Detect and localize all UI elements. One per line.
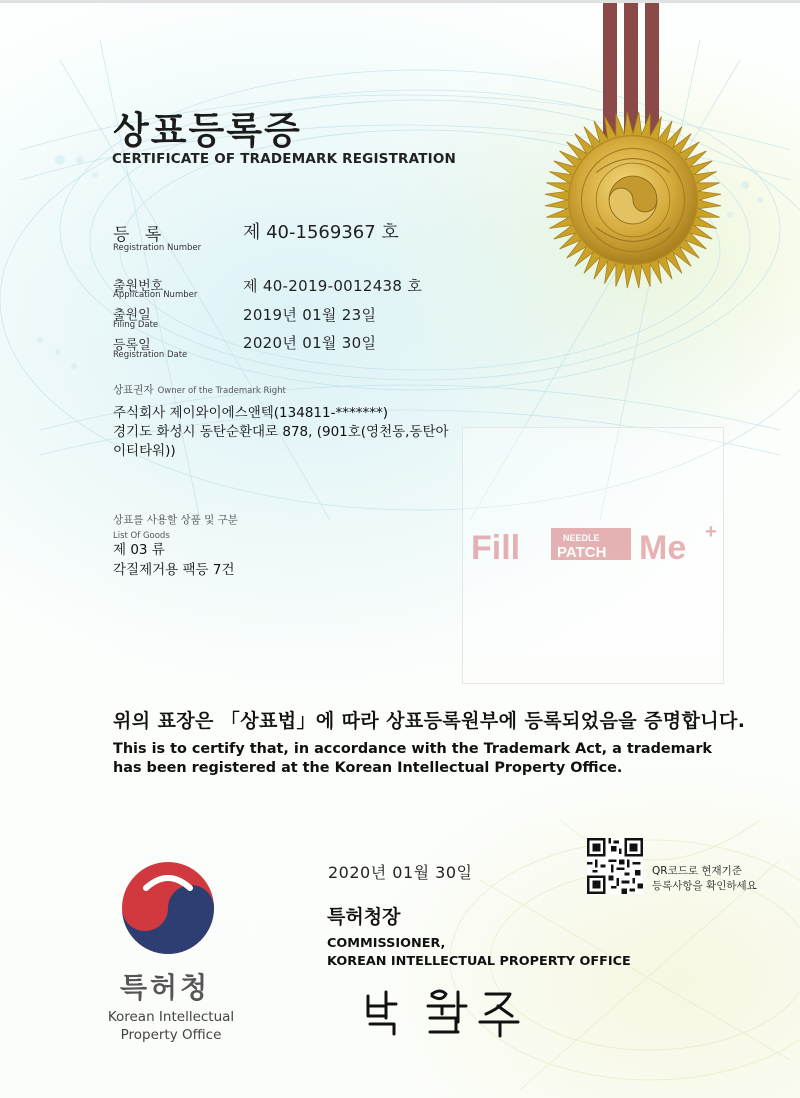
filing-label-en: Filing Date (113, 320, 159, 330)
commissioner-title-en-line1: COMMISSIONER, (327, 936, 446, 951)
kipo-name-en-line2: Property Office (120, 1027, 222, 1043)
registration-number: 제 40-1569367 호 (243, 222, 399, 243)
registration-date: 2020년 01월 30일 (243, 334, 377, 352)
owner-address-line2: 이티타워)) (113, 443, 176, 459)
trademark-word-fill: Fill (471, 529, 521, 567)
kipo-name-en (104, 1008, 238, 1044)
qr-caption (652, 864, 757, 894)
signature-icon (360, 982, 550, 1038)
owner-address-line1: 경기도 화성시 동탄순환대로 878, (901호(영천동,동탄아 (113, 424, 449, 440)
application-label: 출원번호 (113, 279, 164, 294)
owner-label-en: Owner of the Trademark Right (157, 386, 286, 396)
statement-en: This is to certify that, in accordance with the Trademark Act, a trademark has been registered at the Korean Intellectual Property Office. (113, 741, 713, 776)
goods-items: 각질제거용 팩등 7건 (113, 562, 235, 578)
goods-class: 제 03 류 (113, 542, 165, 558)
trademark-word-needle: NEEDLE (563, 533, 600, 543)
owner-label (113, 382, 286, 397)
certificate-title: 상표등록증 (113, 109, 302, 152)
goods-label: 상표를 사용할 상품 및 구분 (113, 514, 238, 526)
certificate-title-en: CERTIFICATE OF TRADEMARK REGISTRATION (112, 151, 457, 167)
goods-label-en: List Of Goods (113, 531, 170, 541)
filing-date: 2019년 01월 23일 (243, 306, 377, 324)
application-label-en: Application Number (113, 290, 198, 300)
trademark-word-me: Me (639, 529, 687, 567)
trademark-logo (463, 428, 723, 683)
owner-name: 주식회사 제이와이에스앤텍(134811-*******) (113, 405, 388, 421)
qr-code-icon (587, 838, 643, 894)
trademark-plus: + (705, 521, 717, 543)
registration-label: 등 록 (113, 225, 167, 245)
owner-label-ko: 상표권자 (113, 384, 154, 396)
gold-seal-icon (541, 108, 725, 292)
commissioner-title-en (327, 935, 631, 971)
application-number: 제 40-2019-0012438 호 (243, 277, 423, 295)
commissioner-title-en-line2: KOREAN INTELLECTUAL PROPERTY OFFICE (327, 954, 631, 969)
registration-date-label-en: Registration Date (113, 350, 188, 360)
statement-ko: 위의 표장은 「상표법」에 따라 상표등록원부에 등록되었음을 증명합니다. (113, 710, 746, 732)
trademark-image-box (462, 427, 724, 684)
qr-caption-line2: 등록사항을 확인하세요 (652, 880, 757, 892)
registration-label-en: Registration Number (113, 243, 202, 253)
kipo-taegeuk-logo (118, 858, 218, 958)
kipo-name: 특허청 (120, 971, 211, 1004)
filing-label: 출원일 (113, 308, 151, 323)
registration-date-label: 등록일 (113, 338, 151, 353)
commissioner-title: 특허청장 (327, 906, 401, 928)
issue-date: 2020년 01월 30일 (328, 863, 473, 882)
qr-caption-line1: QR코드로 현재기준 (652, 865, 742, 877)
kipo-name-en-line1: Korean Intellectual (107, 1009, 235, 1025)
trademark-word-patch: PATCH (557, 544, 607, 561)
